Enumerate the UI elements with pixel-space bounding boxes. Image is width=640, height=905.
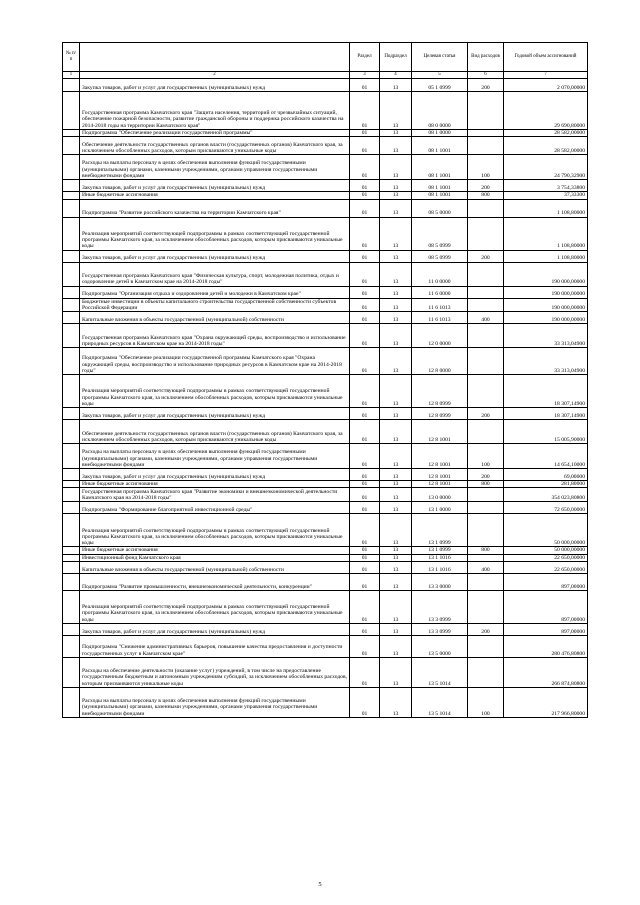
row-number-cell — [63, 324, 80, 348]
column-number: 1 — [63, 72, 80, 79]
row-name: Подпрограмма "Обеспечение реализации государственной программы" — [80, 130, 350, 137]
row-razdel: 01 — [350, 137, 380, 155]
row-expense-type — [468, 298, 504, 312]
row-amount: 897,00000 — [504, 624, 588, 636]
row-name: Подпрограмма "Развитие российского казачества на территории Камчатского края" — [80, 199, 350, 217]
row-expense-type — [468, 591, 504, 624]
row-podrazdel: 13 — [380, 199, 412, 217]
row-number-cell — [63, 250, 80, 262]
table-row — [63, 636, 588, 658]
row-razdel: 01 — [350, 636, 380, 658]
row-amount: 15 005,90000 — [504, 420, 588, 444]
row-amount: 1 108,80000 — [504, 217, 588, 250]
row-target-article: 12 0 0000 — [412, 324, 468, 348]
row-razdel: 01 — [350, 420, 380, 444]
table-row — [63, 502, 588, 514]
budget-table — [62, 42, 588, 718]
row-target-article: 13 3 0000 — [412, 574, 468, 591]
row-expense-type — [468, 199, 504, 217]
row-razdel: 01 — [350, 79, 380, 92]
row-target-article: 08 5 0999 — [412, 217, 468, 250]
row-razdel: 01 — [350, 286, 380, 298]
row-name: Расходы на выплаты персоналу в целях обеспечения выполнения функций государственными (муниципальными) органами, казенными учреждениями, органами управления государственными внебюджетными фондами — [80, 444, 350, 469]
row-target-article: 08 5 0999 — [412, 250, 468, 262]
row-target-article: 11 6 1013 — [412, 298, 468, 312]
table-row — [63, 262, 588, 286]
table-row — [63, 324, 588, 348]
table-row — [63, 547, 588, 554]
row-expense-type — [468, 488, 504, 502]
row-target-article: 11 6 1013 — [412, 312, 468, 324]
row-name: Закупка товаров, работ и услуг для государственных (муниципальных) нужд — [80, 469, 350, 481]
row-podrazdel: 13 — [380, 658, 412, 688]
row-podrazdel: 13 — [380, 375, 412, 408]
row-podrazdel: 13 — [380, 514, 412, 547]
row-expense-type — [468, 130, 504, 137]
row-number-cell — [63, 298, 80, 312]
row-podrazdel: 13 — [380, 312, 412, 324]
row-number-cell — [63, 79, 80, 92]
row-name: Закупка товаров, работ и услуг для государственных (муниципальных) нужд — [80, 79, 350, 92]
row-razdel: 01 — [350, 348, 380, 375]
table-row — [63, 408, 588, 420]
row-number-cell — [63, 444, 80, 469]
table-row — [63, 348, 588, 375]
row-podrazdel: 13 — [380, 469, 412, 481]
row-podrazdel: 13 — [380, 420, 412, 444]
row-expense-type: 800 — [468, 192, 504, 199]
column-number-row — [63, 72, 588, 79]
row-number-cell — [63, 658, 80, 688]
row-name: Подпрограмма "Организация отдыха и оздоровления детей и молодежи в Камчатском крае" — [80, 286, 350, 298]
row-podrazdel: 13 — [380, 192, 412, 199]
row-podrazdel: 13 — [380, 481, 412, 488]
row-expense-type — [468, 92, 504, 130]
row-name: Капитальные вложения в объекты государственной (муниципальной) собственности — [80, 562, 350, 574]
row-razdel: 01 — [350, 262, 380, 286]
row-amount: 24 790,32900 — [504, 155, 588, 180]
row-amount: 72 650,00000 — [504, 502, 588, 514]
row-name: Реализация мероприятий соответствующей подпрограммы в рамках соответствующей государственной программы Камчатского края, за исключением обособленных расходов, которым присваиваются уникальные коды — [80, 375, 350, 408]
row-target-article: 12 8 1001 — [412, 420, 468, 444]
row-razdel: 01 — [350, 574, 380, 591]
row-number-cell — [63, 375, 80, 408]
row-expense-type: 800 — [468, 547, 504, 554]
table-row — [63, 624, 588, 636]
row-amount: 37,33300 — [504, 192, 588, 199]
row-target-article: 13 3 0999 — [412, 624, 468, 636]
row-amount: 281,80000 — [504, 481, 588, 488]
row-amount: 190 000,00000 — [504, 286, 588, 298]
row-target-article: 12 8 0000 — [412, 348, 468, 375]
row-expense-type — [468, 420, 504, 444]
table-row — [63, 199, 588, 217]
row-target-article: 08 1 0000 — [412, 130, 468, 137]
row-name: Государственная программа Камчатского края "Развитие экономики и внешнеэкономической деятельности Камчатского края на 2014-2018 годы" — [80, 488, 350, 502]
row-number-cell — [63, 199, 80, 217]
row-amount: 28 582,00000 — [504, 137, 588, 155]
row-expense-type: 400 — [468, 312, 504, 324]
row-razdel: 01 — [350, 180, 380, 192]
row-number-cell — [63, 408, 80, 420]
row-name: Иные бюджетные ассигнования — [80, 547, 350, 554]
row-number-cell — [63, 688, 80, 718]
row-number-cell — [63, 547, 80, 554]
row-expense-type: 100 — [468, 155, 504, 180]
row-razdel: 01 — [350, 547, 380, 554]
row-expense-type: 800 — [468, 481, 504, 488]
row-number-cell — [63, 286, 80, 298]
row-podrazdel: 13 — [380, 262, 412, 286]
column-number: 3 — [350, 72, 380, 79]
row-expense-type: 200 — [468, 180, 504, 192]
row-target-article: 08 1 1001 — [412, 180, 468, 192]
column-number: 7 — [504, 72, 588, 79]
row-podrazdel: 13 — [380, 130, 412, 137]
row-target-article: 08 1 1001 — [412, 155, 468, 180]
table-row — [63, 481, 588, 488]
row-amount: 33 313,04900 — [504, 324, 588, 348]
table-row — [63, 591, 588, 624]
table-row — [63, 574, 588, 591]
table-row — [63, 79, 588, 92]
row-amount: 217 966,80000 — [504, 688, 588, 718]
row-podrazdel: 13 — [380, 591, 412, 624]
table-row — [63, 130, 588, 137]
row-razdel: 01 — [350, 502, 380, 514]
row-expense-type: 100 — [468, 444, 504, 469]
row-number-cell — [63, 574, 80, 591]
row-razdel: 01 — [350, 658, 380, 688]
row-name: Подпрограмма "Обеспечение реализации государственной программы Камчатского края "Охрана окружающей среды, воспроизводство и использование природных ресурсов в Камчатском крае на 2014-2018 годы" — [80, 348, 350, 375]
row-name: Расходы на обеспечение деятельности (оказание услуг) учреждений, в том числе на предоставление государственным бюджетным и автономным учреждениям субсидий, за исключением обособленных расходов, которым присваиваются уникальные коды — [80, 658, 350, 688]
header-no: № п/п — [63, 43, 80, 72]
row-razdel: 01 — [350, 298, 380, 312]
row-razdel: 01 — [350, 562, 380, 574]
row-razdel: 01 — [350, 591, 380, 624]
row-number-cell — [63, 312, 80, 324]
row-podrazdel: 13 — [380, 217, 412, 250]
row-target-article: 11 6 0000 — [412, 286, 468, 298]
row-expense-type: 200 — [468, 408, 504, 420]
row-razdel: 01 — [350, 250, 380, 262]
table-row — [63, 514, 588, 547]
row-name: Реализация мероприятий соответствующей подпрограммы в рамках соответствующей государственной программы Камчатского края, за исключением обособленных расходов, которым присваиваются уникальные коды — [80, 217, 350, 250]
table-row — [63, 192, 588, 199]
row-razdel: 01 — [350, 217, 380, 250]
row-expense-type — [468, 636, 504, 658]
row-target-article: 08 0 0000 — [412, 92, 468, 130]
header-annual-amount: Годовой объем ассигнований — [504, 43, 588, 72]
row-amount: 280 476,80800 — [504, 636, 588, 658]
row-amount: 22 650,00000 — [504, 554, 588, 561]
row-target-article: 13 0 0000 — [412, 488, 468, 502]
row-expense-type — [468, 217, 504, 250]
row-target-article: 08 1 1001 — [412, 137, 468, 155]
table-row — [63, 488, 588, 502]
row-name: Иные бюджетные ассигнования — [80, 192, 350, 199]
table-row — [63, 375, 588, 408]
row-podrazdel: 13 — [380, 92, 412, 130]
row-expense-type: 200 — [468, 250, 504, 262]
row-amount: 354 023,80800 — [504, 488, 588, 502]
table-row — [63, 658, 588, 688]
row-amount: 897,00000 — [504, 574, 588, 591]
row-number-cell — [63, 554, 80, 561]
row-target-article: 12 8 1001 — [412, 444, 468, 469]
row-number-cell — [63, 562, 80, 574]
row-name: Закупка товаров, работ и услуг для государственных (муниципальных) нужд — [80, 180, 350, 192]
row-razdel: 01 — [350, 92, 380, 130]
row-number-cell — [63, 514, 80, 547]
row-podrazdel: 13 — [380, 488, 412, 502]
row-razdel: 01 — [350, 408, 380, 420]
row-name: Государственная программа Камчатского края "Физическая культура, спорт, молодежная политика, отдых и оздоровление детей в Камчатском крае на 2014-2018 годы" — [80, 262, 350, 286]
row-number-cell — [63, 481, 80, 488]
row-amount: 28 582,00000 — [504, 130, 588, 137]
row-name: Государственная программа Камчатского края "Защита населения, территорий от чрезвычайных ситуаций, обеспечение пожарной безопасности, развитие гражданской обороны и поддержка российского казачества на 2014-2018 годы на территории Камчатского края" — [80, 92, 350, 130]
row-razdel: 01 — [350, 554, 380, 561]
row-number-cell — [63, 591, 80, 624]
row-podrazdel: 13 — [380, 286, 412, 298]
row-amount: 3 754,33800 — [504, 180, 588, 192]
row-podrazdel: 13 — [380, 155, 412, 180]
row-expense-type: 200 — [468, 79, 504, 92]
row-number-cell — [63, 192, 80, 199]
header-target-article: Целевая статья — [412, 43, 468, 72]
row-name: Инвестиционный фонд Камчатского края — [80, 554, 350, 561]
row-podrazdel: 13 — [380, 324, 412, 348]
page-number: 5 — [318, 881, 322, 888]
row-name: Иные бюджетные ассигнования — [80, 481, 350, 488]
row-razdel: 01 — [350, 481, 380, 488]
header-row — [63, 43, 588, 72]
row-razdel: 01 — [350, 130, 380, 137]
table-row — [63, 312, 588, 324]
row-name: Реализация мероприятий соответствующей подпрограммы в рамках соответствующей государственной программы Камчатского края, за исключением обособленных расходов, которым присваиваются уникальные коды — [80, 514, 350, 547]
row-target-article: 08 1 1001 — [412, 192, 468, 199]
row-number-cell — [63, 155, 80, 180]
row-name: Закупка товаров, работ и услуг для государственных (муниципальных) нужд — [80, 408, 350, 420]
row-expense-type — [468, 348, 504, 375]
row-target-article: 12 8 0999 — [412, 375, 468, 408]
table-body — [63, 79, 588, 718]
row-name: Бюджетные инвестиции в объекты капитального строительства государственной собственности субъектов Российской Федерации — [80, 298, 350, 312]
row-name: Капитальные вложения в объекты государственной (муниципальной) собственности — [80, 312, 350, 324]
row-target-article: 12 8 1001 — [412, 481, 468, 488]
row-amount: 50 000,00000 — [504, 547, 588, 554]
row-name: Обеспечение деятельности государственных органов власти (государственных органов) Камчатского края, за исключением обособленных расходов, которым присваиваются уникальные коды — [80, 137, 350, 155]
row-expense-type: 100 — [468, 688, 504, 718]
row-podrazdel: 13 — [380, 180, 412, 192]
row-amount: 29 690,80000 — [504, 92, 588, 130]
row-number-cell — [63, 180, 80, 192]
column-number: 2 — [80, 72, 350, 79]
row-razdel: 01 — [350, 155, 380, 180]
row-podrazdel: 13 — [380, 547, 412, 554]
row-name: Государственная программа Камчатского края "Охрана окружающей среды, воспроизводство и использование природных ресурсов в Камчатском крае на 2014-2018 годы" — [80, 324, 350, 348]
table-row — [63, 688, 588, 718]
row-razdel: 01 — [350, 312, 380, 324]
row-target-article: 12 8 1001 — [412, 469, 468, 481]
header-expense-type: Вид расходов — [468, 43, 504, 72]
header-name — [80, 43, 350, 72]
row-podrazdel: 13 — [380, 624, 412, 636]
row-amount: 190 000,00000 — [504, 262, 588, 286]
header-razdel: Раздел — [350, 43, 380, 72]
row-amount: 266 874,80800 — [504, 658, 588, 688]
row-target-article: 13 1 1016 — [412, 562, 468, 574]
table-row — [63, 298, 588, 312]
column-number: 5 — [412, 72, 468, 79]
row-razdel: 01 — [350, 624, 380, 636]
row-amount: 50 000,00000 — [504, 514, 588, 547]
row-expense-type — [468, 574, 504, 591]
row-razdel: 01 — [350, 444, 380, 469]
row-number-cell — [63, 348, 80, 375]
row-name: Обеспечение деятельности государственных органов власти (государственных органов) Камчатского края, за исключением обособленных расходов, которым присваиваются уникальные коды — [80, 420, 350, 444]
row-amount: 897,00000 — [504, 591, 588, 624]
row-expense-type: 200 — [468, 624, 504, 636]
row-expense-type — [468, 137, 504, 155]
row-expense-type: 400 — [468, 562, 504, 574]
row-razdel: 01 — [350, 324, 380, 348]
column-number: 4 — [380, 72, 412, 79]
row-amount: 14 654,10000 — [504, 444, 588, 469]
row-amount: 69,00000 — [504, 469, 588, 481]
row-amount: 190 000,00000 — [504, 312, 588, 324]
table-row — [63, 137, 588, 155]
row-expense-type — [468, 554, 504, 561]
row-number-cell — [63, 502, 80, 514]
row-expense-type: 200 — [468, 469, 504, 481]
row-target-article: 05 1 0999 — [412, 79, 468, 92]
row-razdel: 01 — [350, 192, 380, 199]
row-podrazdel: 13 — [380, 502, 412, 514]
row-name: Расходы на выплаты персоналу в целях обеспечения выполнения функций государственными (муниципальными) органами, казенными учреждениями, органами управления государственными внебюджетными фондами — [80, 688, 350, 718]
row-number-cell — [63, 217, 80, 250]
row-target-article: 13 1 1016 — [412, 554, 468, 561]
row-amount: 18 307,14900 — [504, 375, 588, 408]
table-row — [63, 250, 588, 262]
row-expense-type — [468, 286, 504, 298]
table-row — [63, 420, 588, 444]
header-podrazdel: Подраздел — [380, 43, 412, 72]
row-amount: 1 108,80000 — [504, 199, 588, 217]
row-target-article: 13 5 1014 — [412, 658, 468, 688]
row-podrazdel: 13 — [380, 688, 412, 718]
row-amount: 18 307,14900 — [504, 408, 588, 420]
row-expense-type — [468, 502, 504, 514]
row-amount: 22 650,00000 — [504, 562, 588, 574]
row-number-cell — [63, 488, 80, 502]
row-name: Подпрограмма "Развитие промышленности, внешнеэкономической деятельности, конкуренции" — [80, 574, 350, 591]
table-row — [63, 92, 588, 130]
row-amount: 2 070,00000 — [504, 79, 588, 92]
row-podrazdel: 13 — [380, 408, 412, 420]
row-expense-type — [468, 514, 504, 547]
column-number: 6 — [468, 72, 504, 79]
row-name: Закупка товаров, работ и услуг для государственных (муниципальных) нужд — [80, 624, 350, 636]
row-amount: 1 108,80000 — [504, 250, 588, 262]
row-name: Расходы на выплаты персоналу в целях обеспечения выполнения функций государственными (муниципальными) органами, казенными учреждениями, органами управления государственными внебюджетными фондами — [80, 155, 350, 180]
row-expense-type — [468, 375, 504, 408]
table-row — [63, 155, 588, 180]
row-expense-type — [468, 262, 504, 286]
table-row — [63, 554, 588, 561]
row-podrazdel: 13 — [380, 298, 412, 312]
budget-page — [62, 42, 587, 718]
table-row — [63, 562, 588, 574]
row-podrazdel: 13 — [380, 250, 412, 262]
table-row — [63, 444, 588, 469]
row-number-cell — [63, 262, 80, 286]
row-podrazdel: 13 — [380, 137, 412, 155]
row-target-article: 13 1 0000 — [412, 502, 468, 514]
row-podrazdel: 13 — [380, 554, 412, 561]
row-razdel: 01 — [350, 199, 380, 217]
row-number-cell — [63, 636, 80, 658]
row-expense-type — [468, 324, 504, 348]
row-razdel: 01 — [350, 375, 380, 408]
row-name: Закупка товаров, работ и услуг для государственных (муниципальных) нужд — [80, 250, 350, 262]
row-number-cell — [63, 624, 80, 636]
row-target-article: 08 5 0000 — [412, 199, 468, 217]
row-podrazdel: 13 — [380, 348, 412, 375]
row-expense-type — [468, 658, 504, 688]
row-podrazdel: 13 — [380, 636, 412, 658]
row-target-article: 13 5 1014 — [412, 688, 468, 718]
row-amount: 33 313,04900 — [504, 348, 588, 375]
row-podrazdel: 13 — [380, 562, 412, 574]
row-name: Реализация мероприятий соответствующей подпрограммы в рамках соответствующей государственной программы Камчатского края, за исключением обособленных расходов, которым присваиваются уникальные коды — [80, 591, 350, 624]
table-row — [63, 217, 588, 250]
row-number-cell — [63, 137, 80, 155]
row-number-cell — [63, 130, 80, 137]
row-podrazdel: 13 — [380, 79, 412, 92]
row-name: Подпрограмма "Формирование благоприятной инвестиционной среды" — [80, 502, 350, 514]
row-razdel: 01 — [350, 469, 380, 481]
row-amount: 190 000,00000 — [504, 298, 588, 312]
row-number-cell — [63, 420, 80, 444]
row-razdel: 01 — [350, 488, 380, 502]
row-target-article: 12 8 0999 — [412, 408, 468, 420]
table-row — [63, 469, 588, 481]
row-podrazdel: 13 — [380, 574, 412, 591]
row-target-article: 13 1 0999 — [412, 514, 468, 547]
row-number-cell — [63, 92, 80, 130]
row-number-cell — [63, 469, 80, 481]
row-target-article: 13 5 0000 — [412, 636, 468, 658]
row-razdel: 01 — [350, 514, 380, 547]
row-name: Подпрограмма "Снижение административных барьеров, повышение качества предоставления и доступности государственных услуг в Камчатском крае" — [80, 636, 350, 658]
row-podrazdel: 13 — [380, 444, 412, 469]
row-razdel: 01 — [350, 688, 380, 718]
table-row — [63, 286, 588, 298]
row-target-article: 13 3 0999 — [412, 591, 468, 624]
row-target-article: 11 0 0000 — [412, 262, 468, 286]
row-target-article: 13 1 0999 — [412, 547, 468, 554]
table-row — [63, 180, 588, 192]
